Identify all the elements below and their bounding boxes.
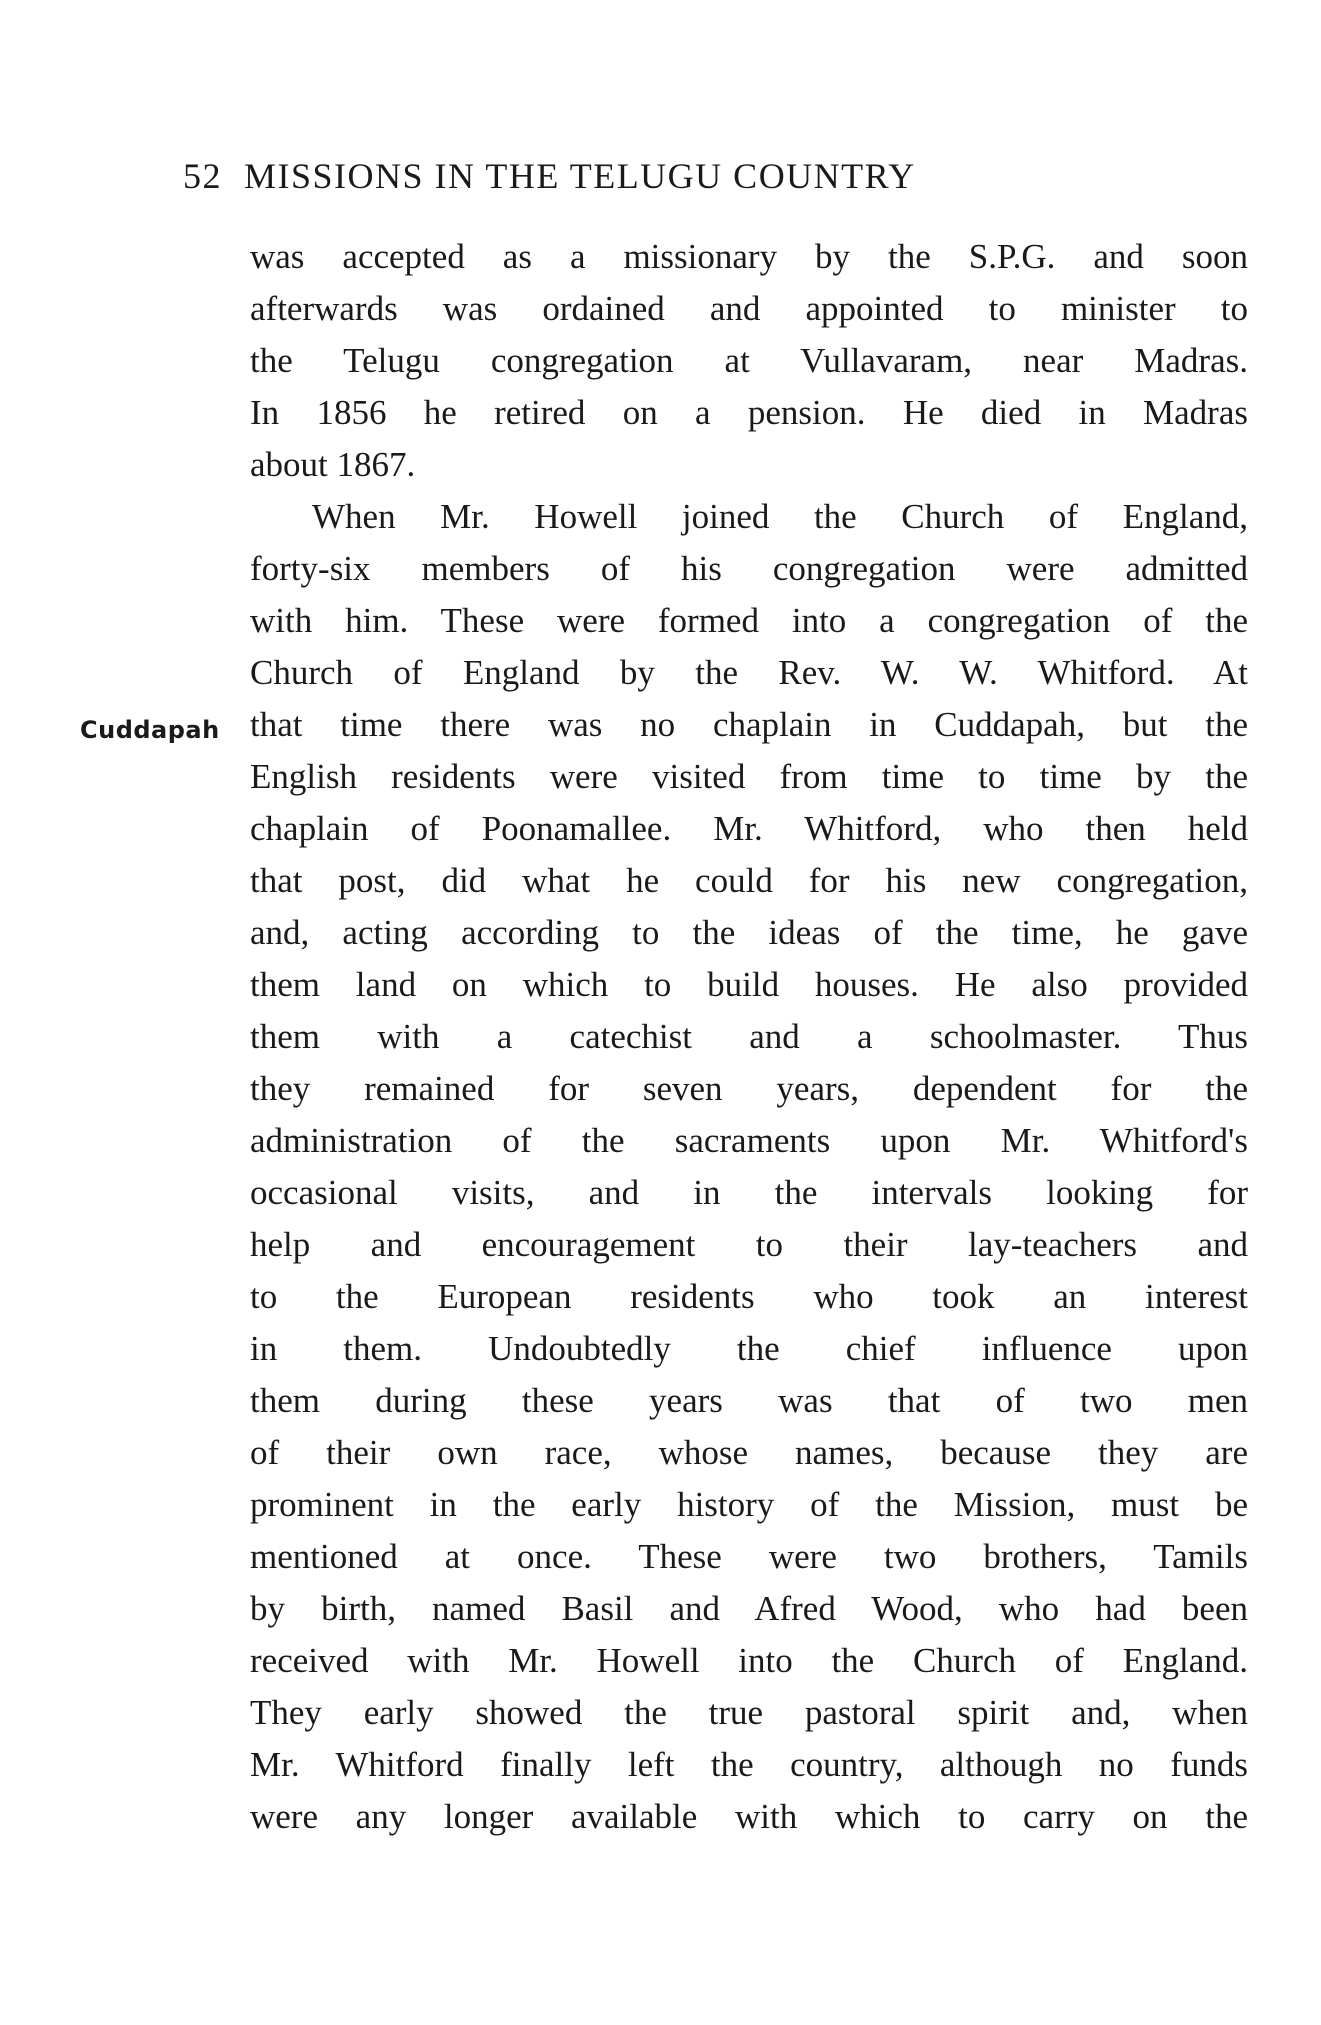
running-title: MISSIONS IN THE TELUGU COUNTRY: [244, 156, 916, 196]
body-text: [250, 231, 1248, 1843]
text-line: them with a catechist and a schoolmaster. Thus: [250, 1017, 1248, 1056]
text-line: Mr. Whitford finally left the country, although no funds: [250, 1745, 1248, 1784]
text-line: with him. These were formed into a congregation of the: [250, 601, 1248, 640]
text-line: administration of the sacraments upon Mr. Whitford's: [250, 1121, 1248, 1160]
text-line: by birth, named Basil and Afred Wood, who had been: [250, 1589, 1248, 1628]
text-line: about 1867.: [250, 445, 416, 484]
text-line: the Telugu congregation at Vullavaram, near Madras.: [250, 341, 1248, 380]
text-line: received with Mr. Howell into the Church of England.: [250, 1641, 1248, 1680]
text-line: mentioned at once. These were two brothers, Tamils: [250, 1537, 1248, 1576]
text-line: help and encouragement to their lay-teachers and: [250, 1225, 1248, 1264]
text-line: occasional visits, and in the intervals looking for: [250, 1173, 1248, 1212]
text-line: they remained for seven years, dependent for the: [250, 1069, 1248, 1108]
text-line: them during these years was that of two men: [250, 1381, 1248, 1420]
margin-note: Cuddapah: [80, 716, 220, 744]
text-line: prominent in the early history of the Mission, must be: [250, 1485, 1248, 1524]
page-number: 52: [183, 156, 222, 196]
text-line: They early showed the true pastoral spirit and, when: [250, 1693, 1248, 1732]
text-line: in them. Undoubtedly the chief influence upon: [250, 1329, 1248, 1368]
text-line: English residents were visited from time to time by the: [250, 757, 1248, 796]
running-header: [183, 146, 1183, 206]
text-line: that time there was no chaplain in Cuddapah, but the: [250, 705, 1248, 744]
text-line: When Mr. Howell joined the Church of England,: [312, 497, 1248, 536]
text-line: of their own race, whose names, because they are: [250, 1433, 1248, 1472]
text-line: were any longer available with which to carry on the: [250, 1797, 1248, 1836]
text-line: and, acting according to the ideas of the time, he gave: [250, 913, 1248, 952]
text-line: was accepted as a missionary by the S.P.G. and soon: [250, 237, 1248, 276]
text-line: afterwards was ordained and appointed to minister to: [250, 289, 1248, 328]
text-line: chaplain of Poonamallee. Mr. Whitford, who then held: [250, 809, 1248, 848]
text-line: to the European residents who took an interest: [250, 1277, 1248, 1316]
text-line: them land on which to build houses. He also provided: [250, 965, 1248, 1004]
text-line: forty-six members of his congregation were admitted: [250, 549, 1248, 588]
text-line: that post, did what he could for his new congregation,: [250, 861, 1248, 900]
text-line: Church of England by the Rev. W. W. Whitford. At: [250, 653, 1248, 692]
text-line: In 1856 he retired on a pension. He died in Madras: [250, 393, 1248, 432]
